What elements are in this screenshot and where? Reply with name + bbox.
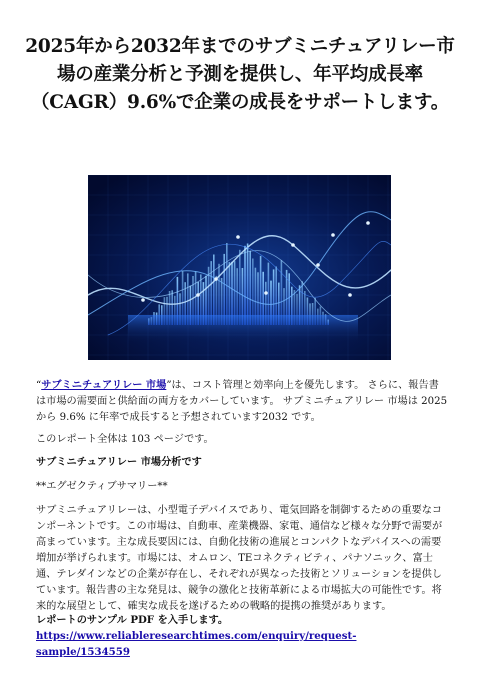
hero-node — [214, 277, 218, 281]
sample-url-link[interactable]: https://www.reliableresearchtimes.com/enquiry/request-sample/1534559 — [36, 630, 357, 658]
hero-bar — [244, 246, 246, 325]
hero-bar — [239, 250, 241, 325]
hero-bar — [226, 243, 228, 325]
hero-node — [348, 293, 352, 297]
executive-summary-label: **エグゼクティブサマリー** — [36, 481, 168, 492]
intro-text: ”は、コスト管理と効率向上を優先します。 さらに、報告書は市場の需要面と供給面の両方をカバーしています。 サブミニチュアリレー 市場は 2025 から 9.6% に年率で成長すると予想されています2032 です。 — [36, 380, 448, 423]
intro-paragraph — [36, 377, 448, 426]
hero-node — [141, 298, 145, 302]
hero-glow-floor — [128, 315, 358, 345]
hero-node — [331, 233, 335, 237]
sample-label: レポートのサンプル PDF を入手します。 — [36, 614, 229, 626]
hero-node — [196, 293, 200, 297]
hero-bar — [247, 244, 249, 326]
hero-node — [366, 221, 370, 225]
sample-request-line — [36, 612, 448, 660]
analysis-heading: サブミニチュアリレー 市場分析です — [36, 456, 202, 468]
hero-node — [264, 291, 268, 295]
market-link[interactable]: サブミニチュアリレー 市場 — [41, 379, 167, 391]
hero-node — [316, 263, 320, 267]
hero-bar — [213, 255, 215, 326]
hero-node — [236, 235, 240, 239]
hero-node — [291, 243, 295, 247]
hero-bar — [260, 256, 262, 325]
open-quote: “ — [36, 380, 42, 391]
hero-image-data-visualization — [88, 175, 391, 360]
hero-bar — [223, 254, 225, 325]
page-count-line: このレポート全体は 103 ページです。 — [36, 434, 214, 445]
summary-paragraph: サブミニチュアリレーは、小型電子デバイスであり、電気回路を制御するための重要なコンポーネントです。この市場は、自動車、産業機器、家電、通信など様々な分野で需要が高まっています。主な成長要因には、自動化技術の進展とコンパクトなデバイスへの需要増加が挙げられます。市場には、オムロン、TEコネクティビティ、パナソニック、富士通、テレダインなどの企業が存在し、それぞれが異なった技術とソリューションを提供しています。報告書の主な発見は、競争の激化と技術革新による市場拡大の可能性です。将来的な展望として、確実な成長を遂げるための戦略的提携の推奨があります。 — [36, 505, 443, 612]
hero-bar — [249, 251, 251, 325]
page-title: 2025年から2032年までのサブミニチュアリレー市場の産業分析と予測を提供し、年平均成長率（CAGR）9.6%で企業の成長をサポートします。 — [25, 36, 455, 113]
